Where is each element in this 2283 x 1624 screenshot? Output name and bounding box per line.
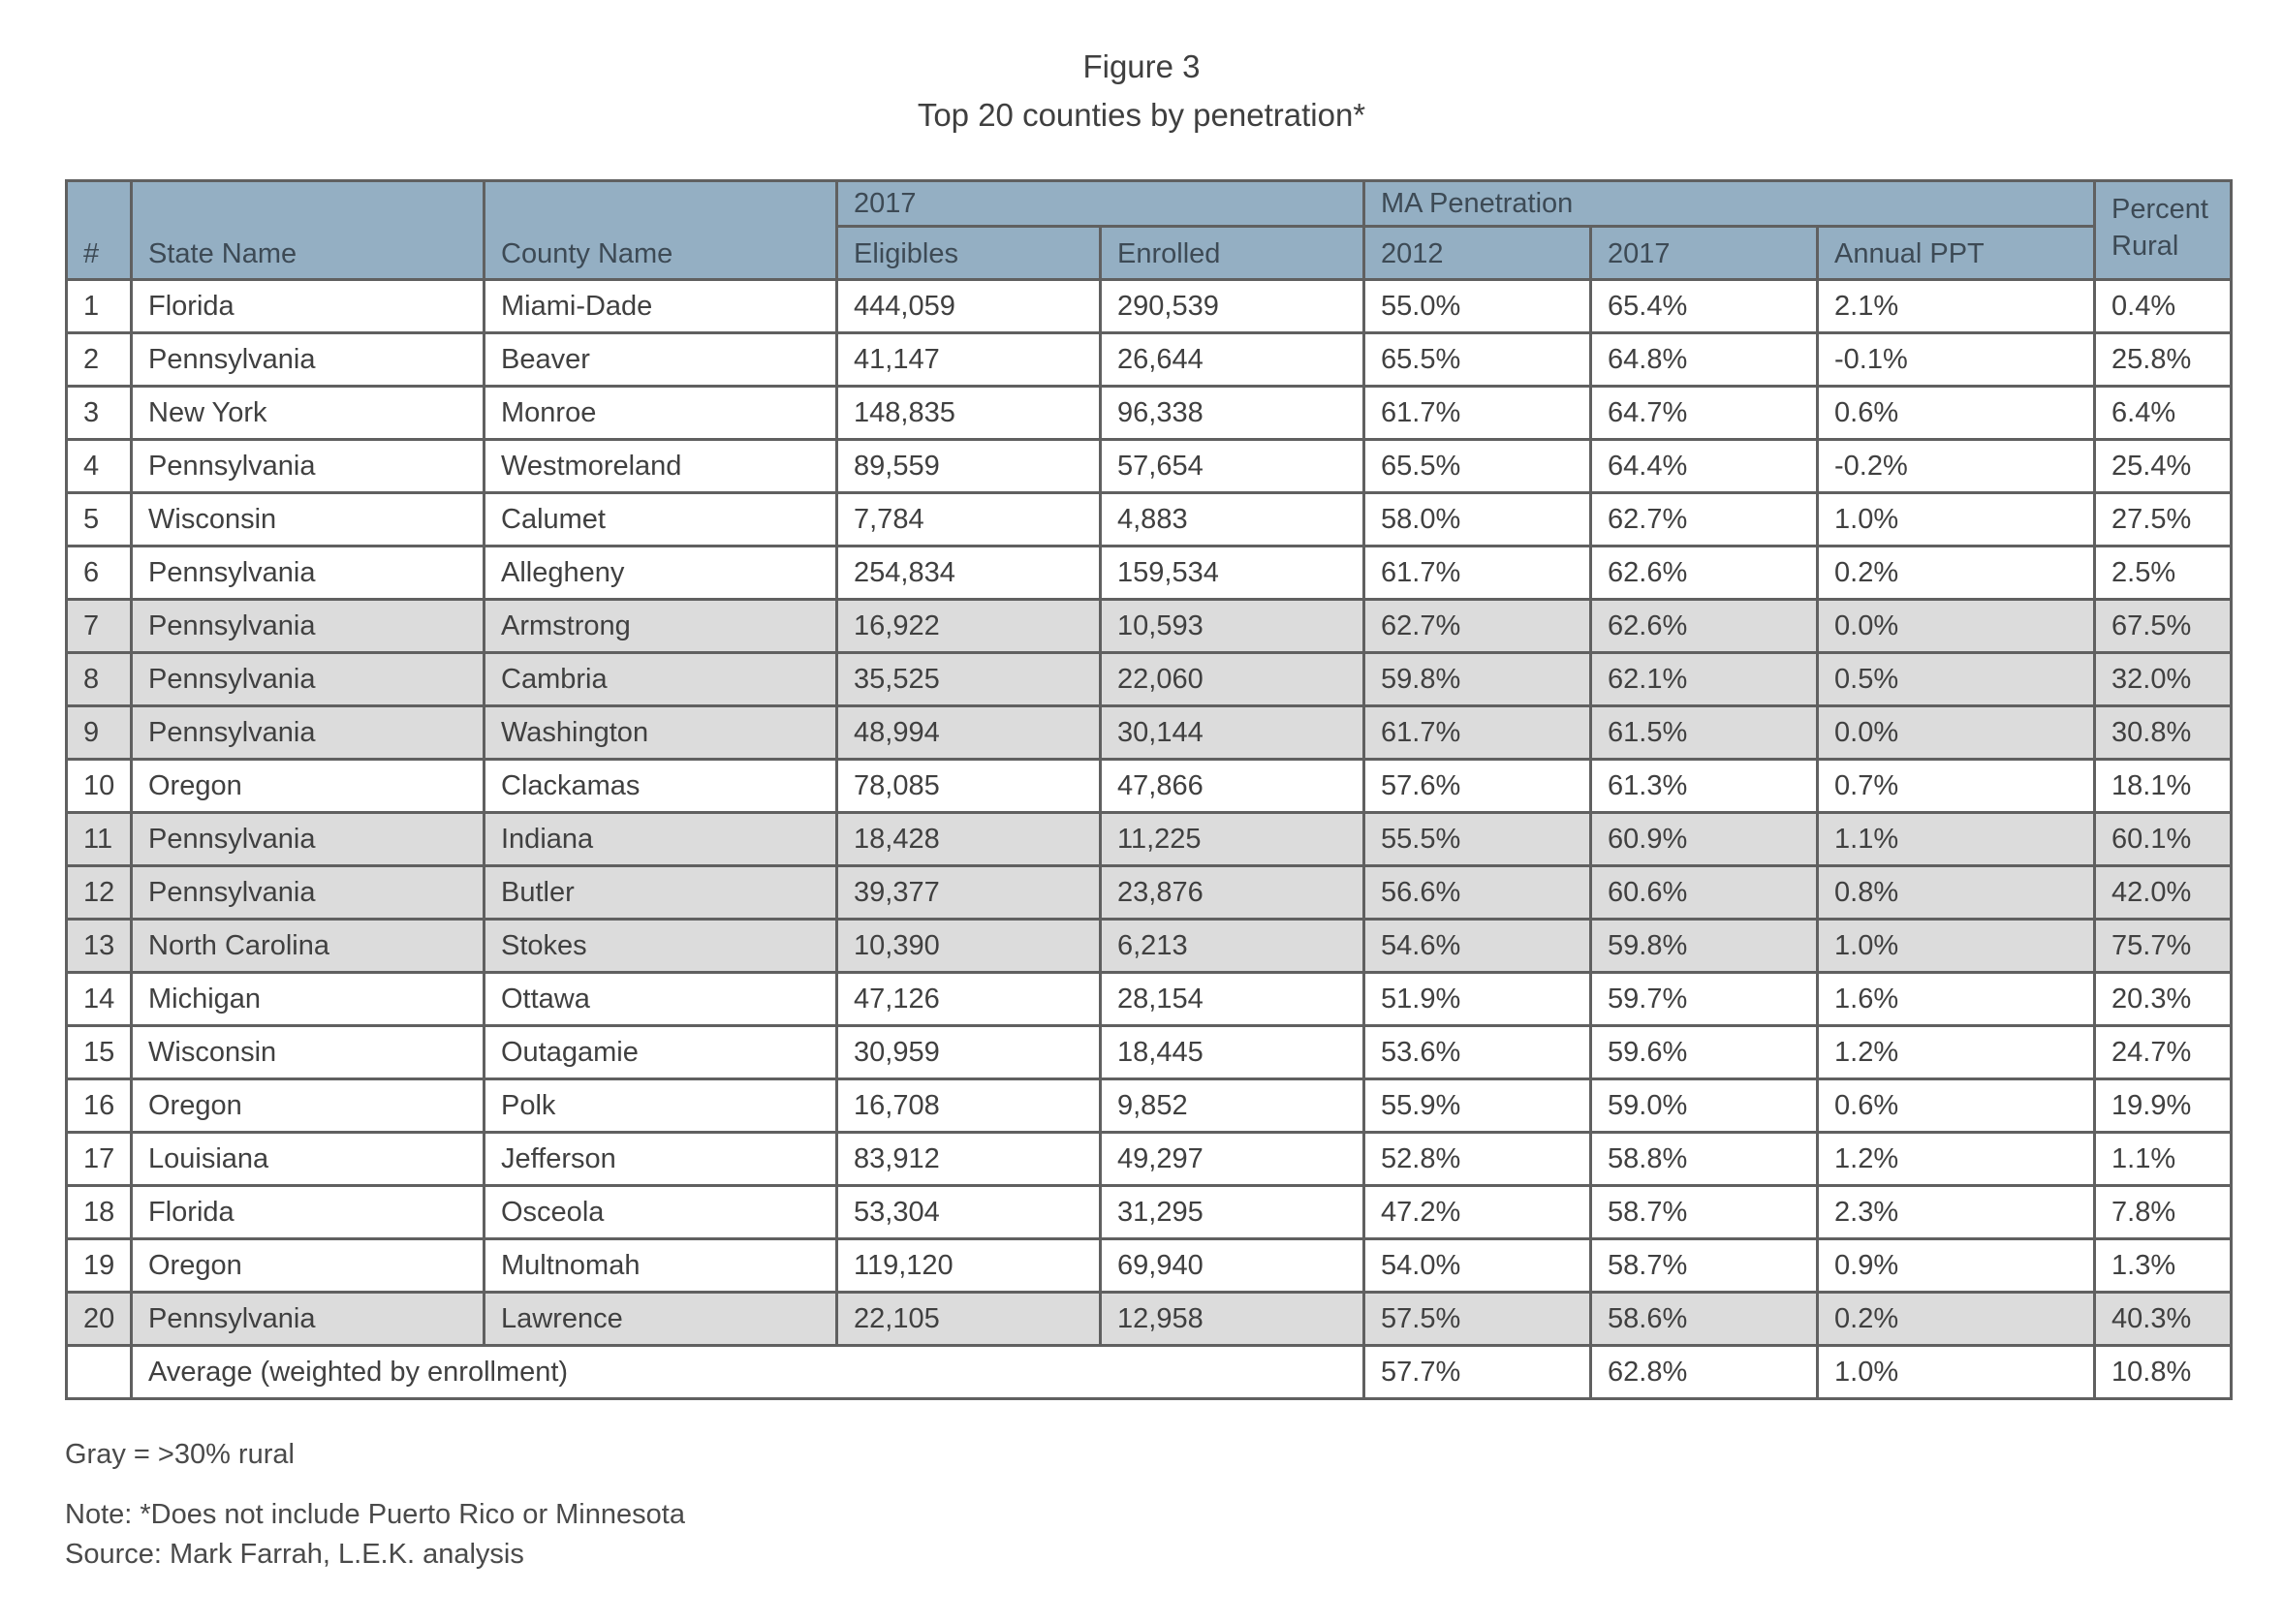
figure-title: Top 20 counties by penetration*	[917, 97, 1366, 133]
table-row	[67, 1239, 2232, 1293]
state-name-cell: Pennsylvania	[132, 1293, 485, 1346]
row-num-cell: 2	[67, 333, 132, 387]
county-name-cell: Indiana	[485, 813, 837, 866]
eligibles-cell: 39,377	[837, 866, 1101, 920]
row-num-cell: 10	[67, 760, 132, 813]
eligibles-cell: 30,959	[837, 1026, 1101, 1079]
ma-2012-cell: 65.5%	[1364, 333, 1591, 387]
county-name-cell: Ottawa	[485, 973, 837, 1026]
annual-ppt-cell: 0.8%	[1818, 866, 2095, 920]
table-row	[67, 333, 2232, 387]
county-name-cell: Allegheny	[485, 547, 837, 600]
average-label: Average (weighted by enrollment)	[132, 1346, 1364, 1399]
table-row	[67, 1133, 2232, 1186]
eligibles-cell: 22,105	[837, 1293, 1101, 1346]
ma-2012-cell: 59.8%	[1364, 653, 1591, 706]
ma-2012-cell: 62.7%	[1364, 600, 1591, 653]
enrolled-cell: 47,866	[1101, 760, 1364, 813]
annual-ppt-cell: -0.1%	[1818, 333, 2095, 387]
row-num-cell: 8	[67, 653, 132, 706]
state-name-cell: Pennsylvania	[132, 813, 485, 866]
ma-2012-cell: 56.6%	[1364, 866, 1591, 920]
ma-2017-cell: 58.7%	[1591, 1186, 1818, 1239]
ma-2012-cell: 65.5%	[1364, 440, 1591, 493]
percent-rural-cell: 67.5%	[2095, 600, 2232, 653]
ma-2017-cell: 59.0%	[1591, 1079, 1818, 1133]
county-name-cell: Miami-Dade	[485, 280, 837, 333]
table-row	[67, 600, 2232, 653]
ma-2017-cell: 60.6%	[1591, 866, 1818, 920]
table-row	[67, 706, 2232, 760]
ma-2017-cell: 64.7%	[1591, 387, 1818, 440]
figure-label: Figure 3	[1082, 48, 1201, 84]
header-county: County Name	[485, 181, 837, 280]
average-ma-2012: 57.7%	[1364, 1346, 1591, 1399]
county-name-cell: Outagamie	[485, 1026, 837, 1079]
enrolled-cell: 26,644	[1101, 333, 1364, 387]
eligibles-cell: 47,126	[837, 973, 1101, 1026]
ma-2017-cell: 64.4%	[1591, 440, 1818, 493]
percent-rural-cell: 75.7%	[2095, 920, 2232, 973]
enrolled-cell: 22,060	[1101, 653, 1364, 706]
state-name-cell: Oregon	[132, 1079, 485, 1133]
table-row	[67, 866, 2232, 920]
annual-ppt-cell: 0.0%	[1818, 600, 2095, 653]
enrolled-cell: 28,154	[1101, 973, 1364, 1026]
state-name-cell: Pennsylvania	[132, 653, 485, 706]
ma-2012-cell: 58.0%	[1364, 493, 1591, 547]
header-num: #	[67, 181, 132, 280]
row-num-cell: 7	[67, 600, 132, 653]
eligibles-cell: 78,085	[837, 760, 1101, 813]
ma-2012-cell: 51.9%	[1364, 973, 1591, 1026]
county-name-cell: Monroe	[485, 387, 837, 440]
state-name-cell: Wisconsin	[132, 1026, 485, 1079]
annual-ppt-cell: 1.1%	[1818, 813, 2095, 866]
row-num-cell: 15	[67, 1026, 132, 1079]
eligibles-cell: 10,390	[837, 920, 1101, 973]
counties-table	[65, 179, 2233, 1400]
row-num-cell: 6	[67, 547, 132, 600]
header-percent-rural: Percent Rural	[2095, 181, 2232, 280]
state-name-cell: Florida	[132, 1186, 485, 1239]
source-note: Source: Mark Farrah, L.E.K. analysis	[65, 1539, 524, 1570]
enrolled-cell: 23,876	[1101, 866, 1364, 920]
annual-ppt-cell: 0.2%	[1818, 1293, 2095, 1346]
enrolled-cell: 96,338	[1101, 387, 1364, 440]
eligibles-cell: 53,304	[837, 1186, 1101, 1239]
row-num-cell: 5	[67, 493, 132, 547]
eligibles-cell: 35,525	[837, 653, 1101, 706]
percent-rural-cell: 18.1%	[2095, 760, 2232, 813]
annual-ppt-cell: -0.2%	[1818, 440, 2095, 493]
percent-rural-cell: 27.5%	[2095, 493, 2232, 547]
table-row	[67, 760, 2232, 813]
county-name-cell: Beaver	[485, 333, 837, 387]
table-row	[67, 1186, 2232, 1239]
state-name-cell: Pennsylvania	[132, 547, 485, 600]
enrolled-cell: 69,940	[1101, 1239, 1364, 1293]
row-num-cell: 13	[67, 920, 132, 973]
table-row	[67, 1079, 2232, 1133]
county-name-cell: Lawrence	[485, 1293, 837, 1346]
ma-2017-cell: 59.6%	[1591, 1026, 1818, 1079]
ma-2012-cell: 54.6%	[1364, 920, 1591, 973]
annual-ppt-cell: 0.2%	[1818, 547, 2095, 600]
percent-rural-cell: 2.5%	[2095, 547, 2232, 600]
ma-2017-cell: 59.8%	[1591, 920, 1818, 973]
annual-ppt-cell: 0.6%	[1818, 387, 2095, 440]
row-num-cell: 9	[67, 706, 132, 760]
average-row	[67, 1346, 2232, 1399]
row-num-cell: 16	[67, 1079, 132, 1133]
table-row	[67, 653, 2232, 706]
state-name-cell: Pennsylvania	[132, 600, 485, 653]
ma-2017-cell: 61.5%	[1591, 706, 1818, 760]
eligibles-cell: 119,120	[837, 1239, 1101, 1293]
percent-rural-cell: 19.9%	[2095, 1079, 2232, 1133]
header-enrolled: Enrolled	[1101, 227, 1364, 280]
county-name-cell: Multnomah	[485, 1239, 837, 1293]
percent-rural-cell: 30.8%	[2095, 706, 2232, 760]
table-row	[67, 547, 2232, 600]
enrolled-cell: 31,295	[1101, 1186, 1364, 1239]
ma-2012-cell: 47.2%	[1364, 1186, 1591, 1239]
percent-rural-cell: 42.0%	[2095, 866, 2232, 920]
state-name-cell: Pennsylvania	[132, 866, 485, 920]
ma-2012-cell: 55.0%	[1364, 280, 1591, 333]
eligibles-cell: 16,922	[837, 600, 1101, 653]
header-row-top	[67, 181, 2232, 227]
annual-ppt-cell: 1.0%	[1818, 920, 2095, 973]
county-name-cell: Butler	[485, 866, 837, 920]
annual-ppt-cell: 2.3%	[1818, 1186, 2095, 1239]
table-row	[67, 440, 2232, 493]
ma-2017-cell: 58.7%	[1591, 1239, 1818, 1293]
annual-ppt-cell: 0.7%	[1818, 760, 2095, 813]
ma-2012-cell: 55.5%	[1364, 813, 1591, 866]
header-eligibles: Eligibles	[837, 227, 1101, 280]
ma-2012-cell: 61.7%	[1364, 547, 1591, 600]
ma-2017-cell: 60.9%	[1591, 813, 1818, 866]
state-name-cell: Oregon	[132, 1239, 485, 1293]
table-body	[67, 280, 2232, 1399]
ma-2012-cell: 55.9%	[1364, 1079, 1591, 1133]
ma-2017-cell: 65.4%	[1591, 280, 1818, 333]
percent-rural-cell: 0.4%	[2095, 280, 2232, 333]
ma-2017-cell: 64.8%	[1591, 333, 1818, 387]
table-row	[67, 493, 2232, 547]
county-name-cell: Armstrong	[485, 600, 837, 653]
enrolled-cell: 159,534	[1101, 547, 1364, 600]
state-name-cell: Oregon	[132, 760, 485, 813]
eligibles-cell: 254,834	[837, 547, 1101, 600]
header-ma-2012: 2012	[1364, 227, 1591, 280]
ma-2017-cell: 62.7%	[1591, 493, 1818, 547]
county-name-cell: Calumet	[485, 493, 837, 547]
ma-2017-cell: 61.3%	[1591, 760, 1818, 813]
percent-rural-cell: 25.4%	[2095, 440, 2232, 493]
enrolled-cell: 9,852	[1101, 1079, 1364, 1133]
annual-ppt-cell: 0.5%	[1818, 653, 2095, 706]
ma-2017-cell: 58.8%	[1591, 1133, 1818, 1186]
eligibles-cell: 148,835	[837, 387, 1101, 440]
state-name-cell: Florida	[132, 280, 485, 333]
exclusion-note: Note: *Does not include Puerto Rico or Minnesota	[65, 1499, 685, 1530]
table-row	[67, 973, 2232, 1026]
percent-rural-cell: 32.0%	[2095, 653, 2232, 706]
eligibles-cell: 41,147	[837, 333, 1101, 387]
state-name-cell: New York	[132, 387, 485, 440]
table-row	[67, 920, 2232, 973]
percent-rural-cell: 7.8%	[2095, 1186, 2232, 1239]
eligibles-cell: 83,912	[837, 1133, 1101, 1186]
table-row	[67, 1026, 2232, 1079]
eligibles-cell: 48,994	[837, 706, 1101, 760]
average-annual-ppt: 1.0%	[1818, 1346, 2095, 1399]
state-name-cell: Pennsylvania	[132, 333, 485, 387]
state-name-cell: Wisconsin	[132, 493, 485, 547]
eligibles-cell: 18,428	[837, 813, 1101, 866]
eligibles-cell: 444,059	[837, 280, 1101, 333]
eligibles-cell: 89,559	[837, 440, 1101, 493]
table-row	[67, 1293, 2232, 1346]
enrolled-cell: 11,225	[1101, 813, 1364, 866]
percent-rural-cell: 1.3%	[2095, 1239, 2232, 1293]
average-percent-rural: 10.8%	[2095, 1346, 2232, 1399]
row-num-cell: 1	[67, 280, 132, 333]
enrolled-cell: 30,144	[1101, 706, 1364, 760]
annual-ppt-cell: 0.9%	[1818, 1239, 2095, 1293]
row-num-cell: 17	[67, 1133, 132, 1186]
row-num-cell: 4	[67, 440, 132, 493]
percent-rural-cell: 40.3%	[2095, 1293, 2232, 1346]
header-group-2017: 2017	[837, 181, 1364, 227]
gray-legend-note: Gray = >30% rural	[65, 1439, 295, 1470]
header-annual-ppt: Annual PPT	[1818, 227, 2095, 280]
county-name-cell: Osceola	[485, 1186, 837, 1239]
annual-ppt-cell: 0.0%	[1818, 706, 2095, 760]
header-state: State Name	[132, 181, 485, 280]
percent-rural-cell: 24.7%	[2095, 1026, 2232, 1079]
county-name-cell: Clackamas	[485, 760, 837, 813]
ma-2012-cell: 57.6%	[1364, 760, 1591, 813]
county-name-cell: Polk	[485, 1079, 837, 1133]
table-row	[67, 387, 2232, 440]
state-name-cell: Pennsylvania	[132, 440, 485, 493]
ma-2017-cell: 62.6%	[1591, 547, 1818, 600]
row-num-cell: 3	[67, 387, 132, 440]
average-num-cell	[67, 1346, 132, 1399]
annual-ppt-cell: 1.2%	[1818, 1026, 2095, 1079]
annual-ppt-cell: 1.6%	[1818, 973, 2095, 1026]
ma-2012-cell: 57.5%	[1364, 1293, 1591, 1346]
annual-ppt-cell: 1.0%	[1818, 493, 2095, 547]
county-name-cell: Cambria	[485, 653, 837, 706]
header-ma-2017: 2017	[1591, 227, 1818, 280]
percent-rural-cell: 1.1%	[2095, 1133, 2232, 1186]
header-group-ma-penetration: MA Penetration	[1364, 181, 2095, 227]
county-name-cell: Westmoreland	[485, 440, 837, 493]
table-row	[67, 813, 2232, 866]
enrolled-cell: 6,213	[1101, 920, 1364, 973]
annual-ppt-cell: 2.1%	[1818, 280, 2095, 333]
enrolled-cell: 290,539	[1101, 280, 1364, 333]
percent-rural-cell: 25.8%	[2095, 333, 2232, 387]
county-name-cell: Stokes	[485, 920, 837, 973]
county-name-cell: Washington	[485, 706, 837, 760]
county-name-cell: Jefferson	[485, 1133, 837, 1186]
row-num-cell: 18	[67, 1186, 132, 1239]
enrolled-cell: 4,883	[1101, 493, 1364, 547]
annual-ppt-cell: 1.2%	[1818, 1133, 2095, 1186]
annual-ppt-cell: 0.6%	[1818, 1079, 2095, 1133]
average-ma-2017: 62.8%	[1591, 1346, 1818, 1399]
percent-rural-cell: 6.4%	[2095, 387, 2232, 440]
row-num-cell: 14	[67, 973, 132, 1026]
enrolled-cell: 57,654	[1101, 440, 1364, 493]
enrolled-cell: 10,593	[1101, 600, 1364, 653]
eligibles-cell: 7,784	[837, 493, 1101, 547]
state-name-cell: Louisiana	[132, 1133, 485, 1186]
row-num-cell: 11	[67, 813, 132, 866]
ma-2017-cell: 59.7%	[1591, 973, 1818, 1026]
ma-2012-cell: 61.7%	[1364, 706, 1591, 760]
state-name-cell: Pennsylvania	[132, 706, 485, 760]
percent-rural-cell: 60.1%	[2095, 813, 2232, 866]
enrolled-cell: 18,445	[1101, 1026, 1364, 1079]
state-name-cell: Michigan	[132, 973, 485, 1026]
ma-2012-cell: 52.8%	[1364, 1133, 1591, 1186]
ma-2017-cell: 62.6%	[1591, 600, 1818, 653]
enrolled-cell: 12,958	[1101, 1293, 1364, 1346]
enrolled-cell: 49,297	[1101, 1133, 1364, 1186]
percent-rural-cell: 20.3%	[2095, 973, 2232, 1026]
ma-2017-cell: 62.1%	[1591, 653, 1818, 706]
ma-2012-cell: 61.7%	[1364, 387, 1591, 440]
ma-2017-cell: 58.6%	[1591, 1293, 1818, 1346]
eligibles-cell: 16,708	[837, 1079, 1101, 1133]
row-num-cell: 12	[67, 866, 132, 920]
row-num-cell: 19	[67, 1239, 132, 1293]
row-num-cell: 20	[67, 1293, 132, 1346]
table-row	[67, 280, 2232, 333]
ma-2012-cell: 54.0%	[1364, 1239, 1591, 1293]
ma-2012-cell: 53.6%	[1364, 1026, 1591, 1079]
state-name-cell: North Carolina	[132, 920, 485, 973]
